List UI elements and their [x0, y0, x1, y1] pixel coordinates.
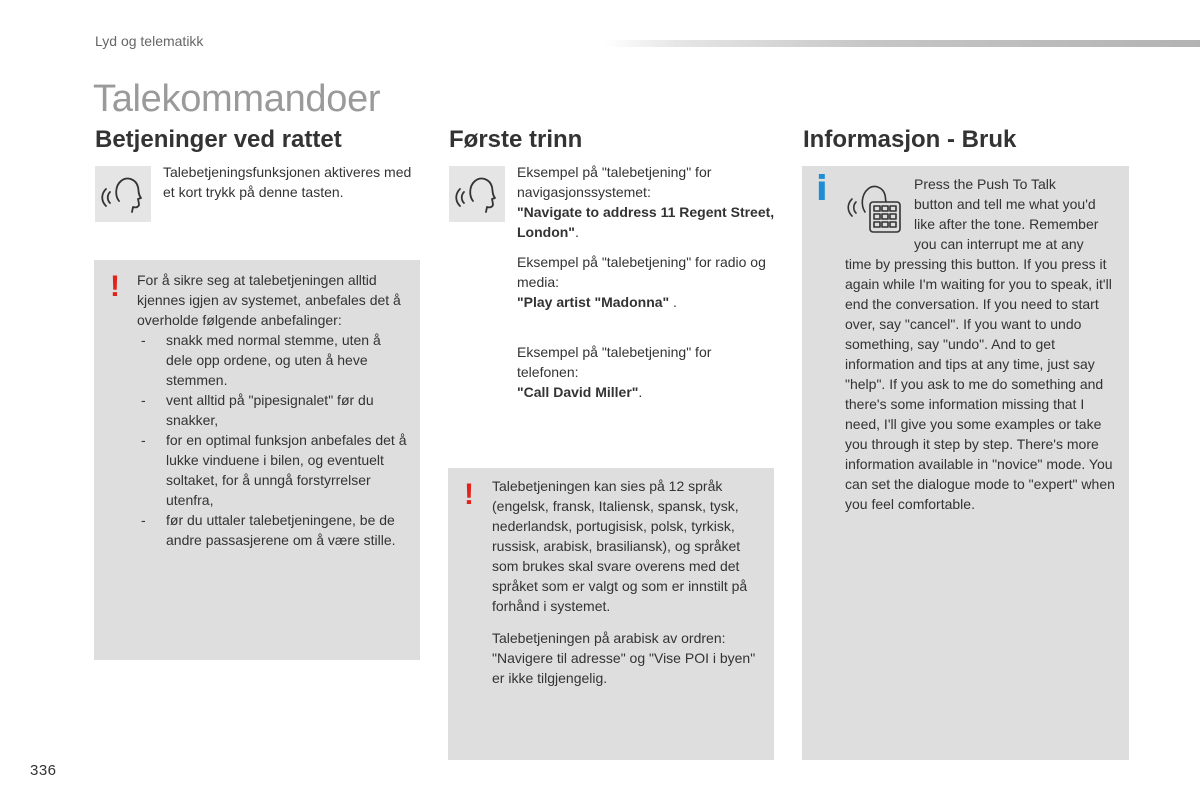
example-navigation: [517, 162, 777, 242]
header-bar: [605, 40, 1200, 47]
col1-title: Betjeninger ved rattet: [95, 126, 342, 153]
info-line: you can interrupt me at any: [914, 236, 1084, 252]
voice-keypad-box: [843, 178, 905, 236]
recommendation-list: [137, 330, 407, 550]
language-note: Talebetjeningen kan sies på 12 språk (engelsk, fransk, Italiensk, spansk, tysk, nederlandsk, portugisisk, polsk, tyrkisk, russisk, arabisk, brasiliansk), og språket som brukes skal svare overens med det språket som er valgt og som er innstilt på forhånd i systemet.: [492, 478, 748, 614]
example-suffix: .: [574, 224, 579, 240]
col2-title: Første trinn: [449, 126, 583, 153]
voice-button-box-2: [449, 166, 505, 222]
info-line: like after the tone. Remember: [914, 216, 1099, 232]
example-command: "Call David Miller": [517, 384, 639, 400]
info-body: time by pressing this button. If you press it again while I'm waiting for you to speak, it'll end the conversation. If you need to start over, say "cancel". If you want to undo something, say "undo". And to get information and tips at any time, just say "help". If you ask to me do something and there's some information missing that I need, I'll give you some examples or take you through it step by step. There's more information available in "novice" mode. You can set the dialogue mode to "expert" when you feel comfortable.: [845, 256, 1115, 512]
example-radio: [517, 252, 777, 312]
list-item: - snakk med normal stemme, uten å dele opp ordene, og uten å heve stemmen.: [137, 330, 407, 390]
arabic-note: Talebetjeningen på arabisk av ordren: "Navigere til adresse" og "Vise POI i byen" er ikke tilgjengelig.: [492, 630, 756, 686]
example-phone: [517, 342, 747, 402]
list-item: - før du uttaler talebetjeningene, be de andre passasjerene om å være stille.: [137, 510, 407, 550]
warning-1-text: [137, 270, 407, 550]
example-command: "Navigate to address 11 Regent Street, London": [517, 204, 775, 240]
info-line: Press the Push To Talk: [914, 176, 1056, 192]
voice-command-icon: [95, 166, 151, 222]
voice-button-description: Talebetjeningsfunksjonen aktiveres med et kort trykk på denne tasten.: [163, 164, 412, 200]
page-number: 336: [30, 762, 57, 779]
example-suffix: .: [638, 384, 643, 400]
warning-1-intro: For å sikre seg at talebetjeningen alltid kjennes igjen av systemet, anbefales det å overholde følgende anbefalinger:: [137, 272, 401, 328]
info-line: button and tell me what you'd: [914, 196, 1096, 212]
col3-title: Informasjon - Bruk: [803, 126, 1017, 153]
voice-keypad-icon: [843, 178, 905, 236]
warning-icon: !: [110, 270, 120, 303]
example-suffix: .: [669, 294, 677, 310]
info-icon: i: [816, 169, 828, 209]
warning-icon: !: [464, 478, 474, 511]
info-intro: [914, 174, 1126, 254]
example-text: Eksempel på "talebetjening" for navigasjonssystemet:: [517, 164, 712, 200]
voice-button-box: [95, 166, 151, 222]
warning-2-text: [492, 476, 760, 688]
list-item: - vent alltid på "pipesignalet" før du snakker,: [137, 390, 407, 430]
list-item: - for en optimal funksjon anbefales det å lukke vinduene i bilen, og eventuelt soltaket, for å unngå forstyrrelser utenfra,: [137, 430, 407, 510]
example-text: Eksempel på "talebetjening" for radio og media:: [517, 254, 766, 290]
example-command: "Play artist "Madonna": [517, 294, 670, 310]
page-title: Talekommandoer: [93, 78, 381, 120]
section-label: Lyd og telematikk: [95, 33, 204, 49]
voice-command-icon: [449, 166, 505, 222]
example-text: Eksempel på "talebetjening" for telefonen:: [517, 344, 712, 380]
